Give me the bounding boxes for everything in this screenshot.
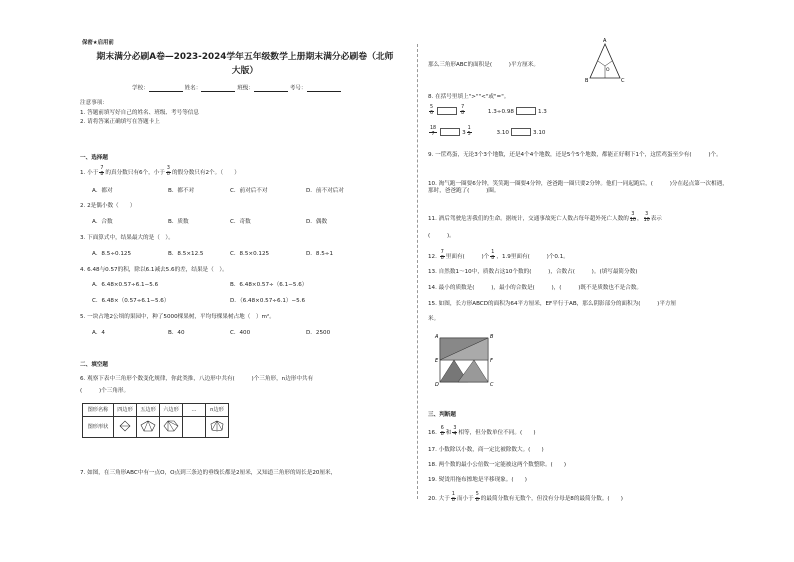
polygon-table	[82, 403, 229, 438]
question-10: 10. 淘气跑一圈要6分钟，笑笑跑一圈要4分钟，爸爸跑一圈只要2分钟。他们一同起跑后，( )分在起点第一次相遇，那时，爸爸跑了( )圈。	[428, 181, 728, 194]
option-c[interactable]: C．8.5×0.125	[230, 251, 270, 257]
option-b[interactable]: B．8.5×12.5	[168, 251, 204, 257]
fraction: $\frac{5}{8}$	[475, 492, 479, 503]
q11-text: 11. 酒后驾驶危害我们的生命。据统计，交通事故死亡人数占每年超外死亡人数的	[428, 215, 629, 222]
answer-box[interactable]	[511, 128, 531, 136]
option-a[interactable]: A．合数	[92, 219, 113, 225]
table-header-cell: n边形	[206, 404, 229, 417]
note-item: 2. 请将答案正确填写在答题卡上	[80, 119, 160, 125]
hexagon-figure	[160, 417, 183, 438]
option-c[interactable]: C．奇数	[230, 219, 251, 225]
label-b: B	[585, 78, 589, 84]
table-row-label: 图形形状	[83, 417, 114, 438]
left-column	[80, 0, 410, 562]
table-header-cell: 图形名称	[83, 404, 114, 417]
q1-text: 的假分数只有2个。（ ）	[171, 169, 240, 176]
table-header-cell: 五边形	[137, 404, 160, 417]
fraction: $\frac{7}{8}$	[461, 105, 465, 116]
option-a[interactable]: A．都对	[92, 188, 113, 194]
question-2: 2. 2是偶小数（ ）	[80, 203, 136, 209]
question-16: 16. $\frac{6}{8}$ 和 $\frac{3}{4}$ 相等，但分数单位不同。( )	[428, 426, 536, 437]
option-d[interactable]: D．偶数	[306, 219, 328, 225]
fraction: $\frac{1}{8}$	[491, 250, 495, 261]
question-11: 11. 酒后驾驶危害我们的生命。据统计，交通事故死亡人数占每年超外死亡人数的 $\frac{3}{10}$ ， $\frac{3}{10}$ 表示	[428, 212, 662, 223]
question-11-cont: ( )。	[428, 233, 455, 239]
option-b[interactable]: B．40	[168, 330, 185, 336]
name-label: 姓名：	[184, 85, 202, 92]
page-title-cont: 大版）	[231, 66, 259, 76]
quadrilateral-figure	[114, 417, 137, 438]
label-f: F	[490, 358, 493, 364]
option-b[interactable]: B．都不对	[168, 188, 195, 194]
table-header-cell: 六边形	[160, 404, 183, 417]
question-6-cont: ( )个三角形。	[80, 388, 130, 394]
label-a: A	[603, 38, 607, 44]
label-a: A	[435, 334, 439, 340]
option-d[interactable]: D．前不对后对	[306, 188, 344, 194]
pentagon-figure	[137, 417, 160, 438]
fraction: $\frac{3}{10}$	[643, 212, 650, 223]
question-19: 19. 熨烫用拖布擦地是平移现象。( )	[428, 477, 527, 483]
ellipsis-cell	[183, 417, 206, 438]
question-14: 14. 最小的质数是( )，最小的合数是( )，( )既不是质数也不是合数。	[428, 285, 642, 291]
option-b[interactable]: B．质数	[168, 219, 189, 225]
q1-text: 的真分数只有6个，小于	[105, 169, 165, 176]
answer-box[interactable]	[516, 107, 536, 115]
expr: 3.10	[496, 129, 509, 136]
school-label: 学校：	[132, 85, 149, 92]
label-b: B	[490, 334, 494, 340]
question-9: 9. 一筐鸡蛋，无论3个3个地数，还是4个4个地数，还是5个5个地数，都能正好剩下1个，这筐鸡蛋至少有( )个。	[428, 152, 722, 158]
fraction: $\frac{3}{4}$	[453, 426, 457, 437]
question-17: 17. 小数除以小数，商一定比被除数大。( )	[428, 447, 544, 453]
option-c[interactable]: C．6.48×（0.57÷6.1−5.6）	[92, 298, 170, 304]
q1-text: 1. 小于	[80, 169, 99, 176]
question-8: 8. 在括号里填上">""<"或"="。	[428, 94, 510, 100]
option-a[interactable]: A．6.48×0.57÷6.1−5.6	[92, 282, 159, 288]
student-info	[132, 85, 341, 92]
column-divider	[417, 44, 418, 499]
question-8-row2	[428, 127, 545, 138]
question-12: 12. $\frac{7}{8}$ 里面有( )个 $\frac{1}{8}$ ，1.9里面有( )个0.1。	[428, 250, 569, 261]
class-label: 班级：	[237, 85, 254, 92]
notes-heading: 注意事项：	[80, 100, 108, 106]
question-5: 5. 一块占地2公顷的果园中，种了5000棵果树，平均每棵果树占地（ ）m²。	[80, 314, 275, 320]
label-c: C	[490, 382, 494, 388]
rectangle-abcd-figure	[434, 334, 494, 386]
label-d: D	[435, 382, 439, 388]
question-7: 7. 如图，在三角形ABC中有一点O，O点到三条边的垂线长都是2厘米，又知道三角形的周长是20厘米，	[80, 470, 337, 476]
right-column	[428, 0, 728, 562]
question-15: 15. 如图，长方形ABCD的面积为64平方厘米，EF平行于AB，那么阴影部分的面积为( )平方厘	[428, 301, 677, 307]
q11-text: 表示	[650, 215, 662, 222]
expr: 1.3	[537, 108, 547, 115]
page-title: 期末满分必刷A卷—2023-2024学年五年级数学上册期末满分必刷卷（北师	[96, 52, 394, 62]
fraction: $\frac{3}{10}$	[629, 212, 636, 223]
question-15-cont: 米。	[428, 316, 440, 322]
whole: 3	[462, 129, 466, 136]
section-heading-judge: 三、判断题	[428, 412, 456, 418]
option-a[interactable]: A．8.5÷0.125	[92, 251, 132, 257]
option-d[interactable]: D．8.5÷1	[306, 251, 334, 257]
option-d[interactable]: D．（6.48×0.57÷6.1）−5.6	[230, 298, 306, 304]
fraction: $\frac{7}{8}$	[100, 166, 104, 177]
fraction: $\frac{3}{8}$	[166, 166, 170, 177]
class-field[interactable]	[254, 85, 288, 92]
section-heading-fill: 二、填空题	[80, 362, 108, 368]
option-d[interactable]: D．2500	[306, 330, 331, 336]
answer-box[interactable]	[437, 107, 457, 115]
question-8-row1	[428, 106, 547, 117]
exam-no-field[interactable]	[307, 85, 341, 92]
fraction: $\frac{5}{6}$	[430, 105, 434, 116]
question-20: 20. 大于 $\frac{1}{8}$ 而小于 $\frac{5}{8}$ 的最简分数有无数个，但没有分母是8的最简分数。( )	[428, 492, 623, 503]
label-e: E	[435, 358, 439, 364]
question-7-cont: 那么三角形ABC的面积是( )平方厘米。	[428, 62, 539, 68]
fraction: $\frac{1}{8}$	[451, 492, 455, 503]
name-field[interactable]	[201, 85, 235, 92]
answer-box[interactable]	[440, 128, 460, 136]
table-header-cell: …	[183, 404, 206, 417]
table-header-cell: 四边形	[114, 404, 137, 417]
question-6: 6. 观察下表中三角形个数变化规律，你此类推，八边形中共有( )个三角形，n边形中共有	[80, 376, 314, 382]
label-o: O	[606, 68, 610, 73]
question-18: 18. 两个数的最小公倍数一定能被这两个数整除。( )	[428, 462, 567, 468]
fraction: $\frac{1}{5}$	[467, 126, 471, 137]
secret-tag: 保密★启用前	[82, 40, 114, 46]
school-field[interactable]	[149, 85, 183, 92]
fraction: $\frac{7}{8}$	[440, 250, 444, 261]
question-4: 4. 6.48与0.57的积，除以6.1减去5.6的差，结果是（ ）。	[80, 267, 228, 273]
question-3: 3. 下面算式中，结果最大的是（ ）。	[80, 235, 174, 241]
question-1	[80, 167, 240, 178]
n-gon-figure	[206, 417, 229, 438]
note-item: 1. 答题前填写好自己的姓名、班级、考号等信息	[80, 110, 199, 116]
fraction: $\frac{6}{8}$	[440, 426, 444, 437]
triangle-abc-figure	[585, 38, 625, 84]
expr: 1.3÷0.98	[487, 108, 514, 115]
fraction: $\frac{18}{7}$	[430, 126, 437, 137]
section-heading-choice: 一、选择题	[80, 155, 108, 161]
question-13: 13. 自然数1～10中，质数占这10个数的( )，合数占( )。(填写最简分数)	[428, 269, 638, 275]
label-c: C	[621, 78, 625, 84]
exam-no-label: 考号：	[289, 85, 307, 92]
option-a[interactable]: A．4	[92, 330, 105, 336]
expr: 3.10	[532, 129, 546, 136]
option-c[interactable]: C．前对后不对	[230, 188, 268, 194]
option-b[interactable]: B．6.48×0.57÷（6.1−5.6）	[230, 282, 308, 288]
option-c[interactable]: C．400	[230, 330, 251, 336]
